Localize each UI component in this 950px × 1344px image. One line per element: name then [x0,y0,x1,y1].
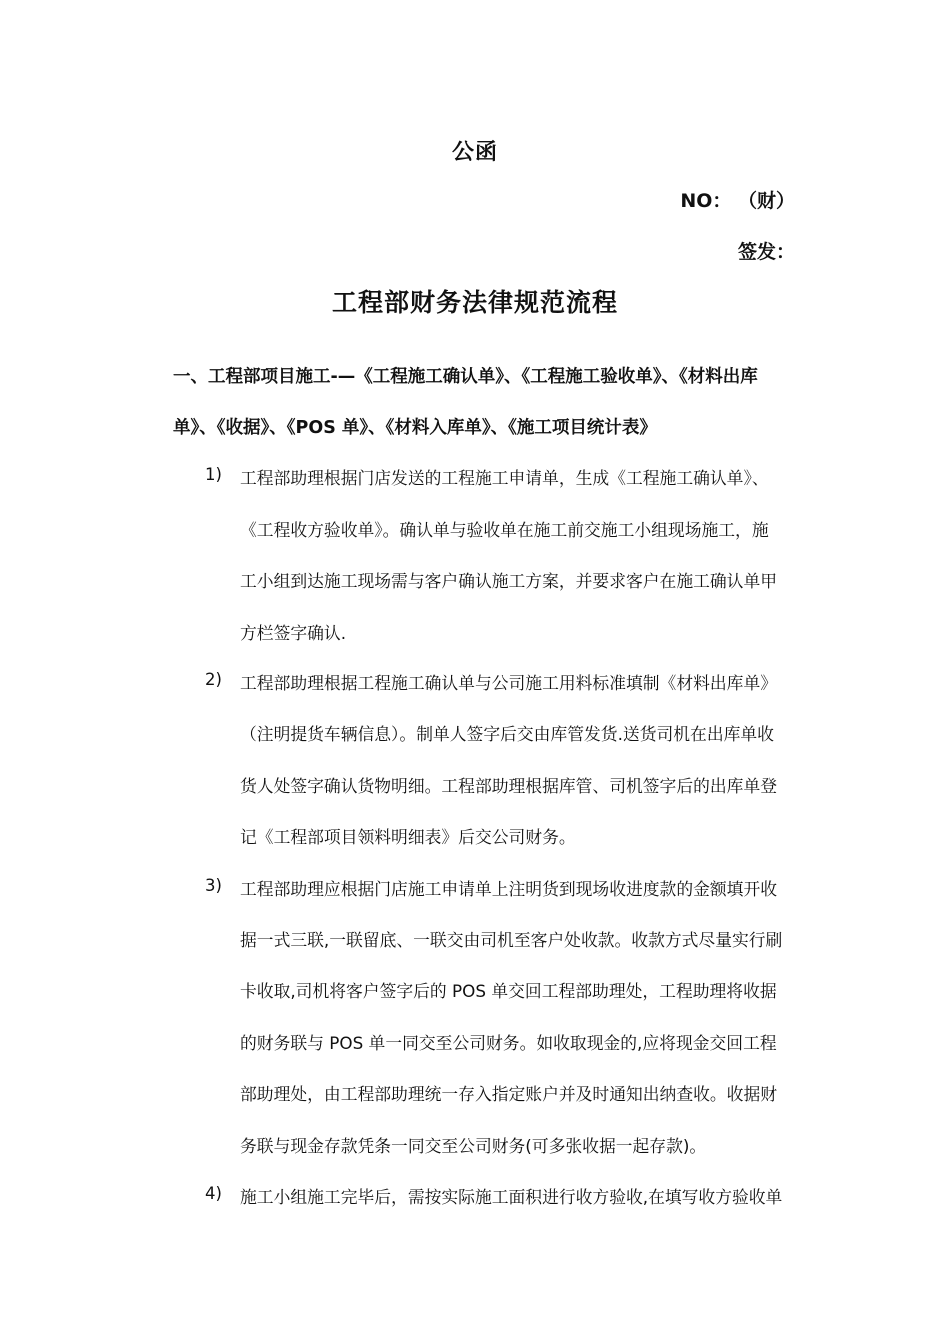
list-item-line: 部助理处，由工程部助理统一存入指定账户并及时通知出纳查收。收据财 [240,1084,778,1104]
list-item-line: 施工小组施工完毕后，需按实际施工面积进行收方验收,在填写收方验收单 [240,1187,783,1207]
list-item-line: （注明提货车辆信息）。制单人签字后交由库管发货.送货司机在出库单收 [240,724,774,744]
list-item-line: 《工程收方验收单》。确认单与验收单在施工前交施工小组现场施工，施 [240,520,769,540]
document-type: 公函 [451,140,498,165]
list-item-line: 务联与现金存款凭条一同交至公司财务(可多张收据一起存款)。 [240,1136,707,1156]
document-title: 工程部财务法律规范流程 [331,288,618,317]
document-number-label: NO： （财） [680,190,795,212]
section-heading-line: 单》、《收据》、《POS 单》、《材料入库单》、《施工项目统计表》 [173,418,657,438]
list-item-number: 3) [205,876,222,895]
list-item-line: 工程部助理根据工程施工确认单与公司施工用料标准填制《材料出库单》 [240,673,778,693]
list-item-line: 记《工程部项目领料明细表》后交公司财务。 [240,827,576,847]
list-item-number: 2) [205,670,222,689]
list-item-line: 工程部助理应根据门店施工申请单上注明货到现场收进度款的金额填开收 [240,879,778,899]
list-item-line: 货人处签字确认货物明细。工程部助理根据库管、司机签字后的出库单登 [240,776,778,796]
list-item-line: 据一式三联,一联留底、一联交由司机至客户处收款。收款方式尽量实行刷 [240,930,783,950]
list-item-line: 工小组到达施工现场需与客户确认施工方案，并要求客户在施工确认单甲 [240,571,778,591]
sign-label: 签发： [737,241,795,263]
list-item-line: 的财务联与 POS 单一同交至公司财务。如收取现金的,应将现金交回工程 [240,1033,777,1053]
list-item-line: 方栏签字确认. [240,623,347,643]
list-item-line: 工程部助理根据门店发送的工程施工申请单，生成《工程施工确认单》、 [240,468,769,488]
section-heading-line: 一、工程部项目施工-—《工程施工确认单》、《工程施工验收单》、《材料出库 [173,367,758,387]
list-item-number: 1) [205,465,222,484]
list-item-number: 4) [205,1184,222,1203]
list-item-line: 卡收取,司机将客户签字后的 POS 单交回工程部助理处，工程助理将收据 [240,981,777,1001]
